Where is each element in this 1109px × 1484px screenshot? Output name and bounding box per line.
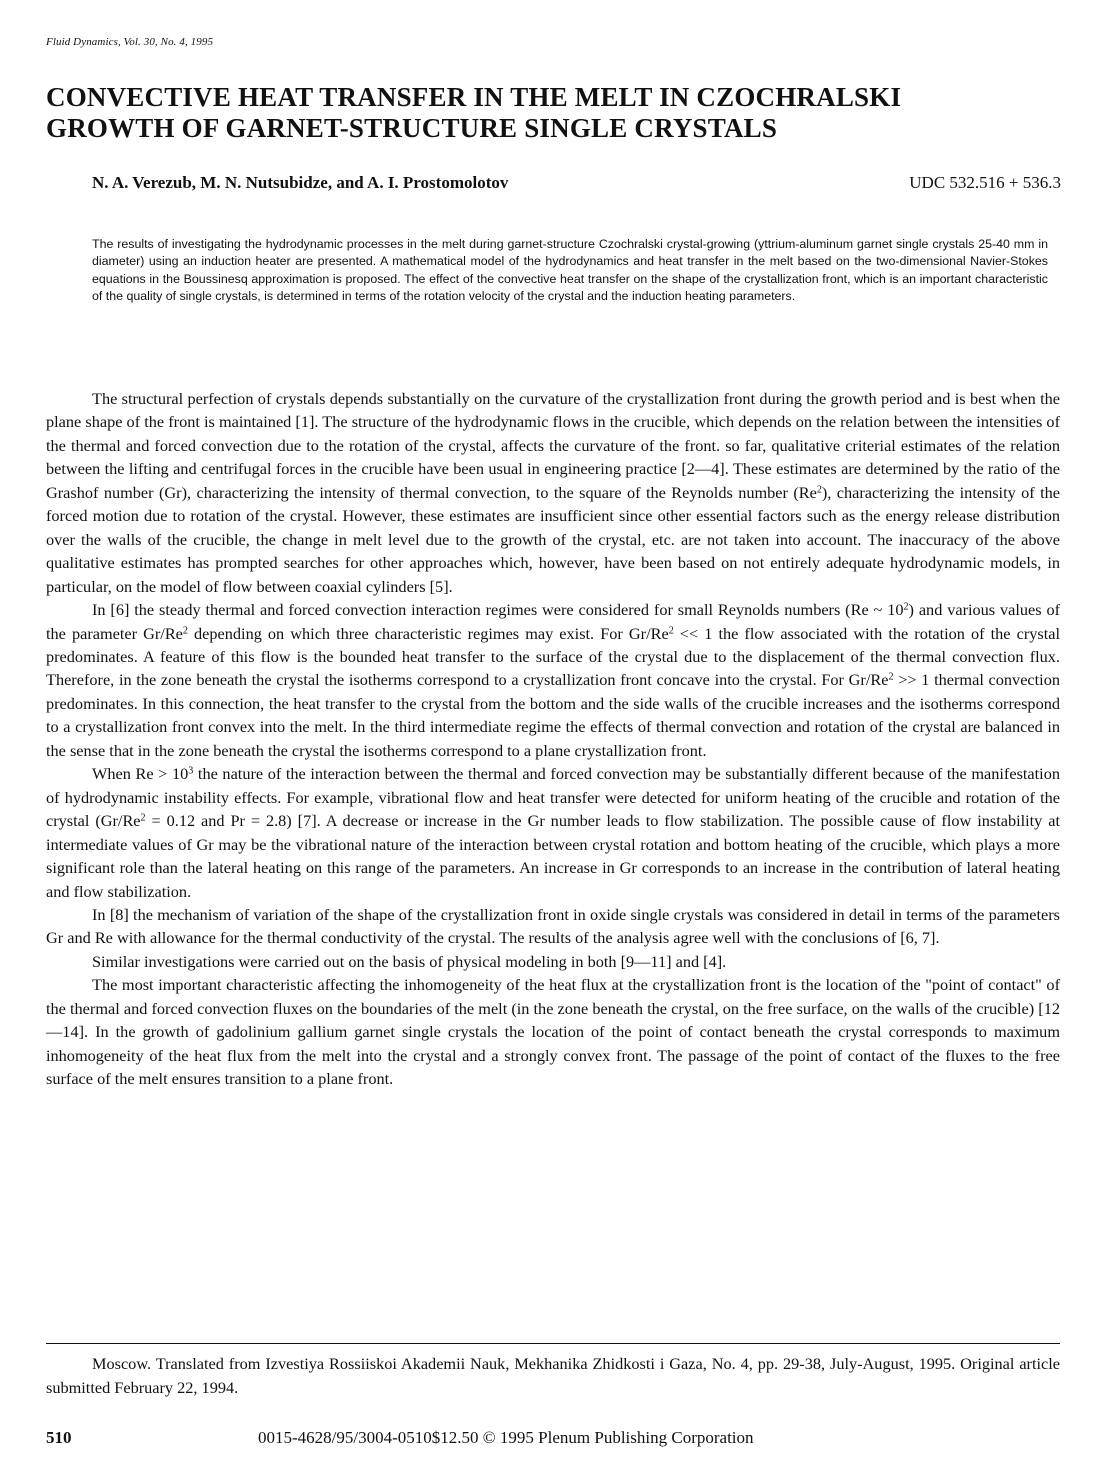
paragraph-text: In [8] the mechanism of variation of the shape of the crystallization front in oxide single crystals was considered in detail in terms of the parameters Gr and Re with allowance for the thermal conductivity of the crystal. The results of the analysis agree well with the conclusions of [6, 7]. [46,904,1060,948]
body-paragraph [46,762,1060,903]
superscript: 3 [188,765,194,777]
page-number: 510 [46,1428,72,1447]
body-paragraph [46,598,1060,762]
paragraph-text: ), characterizing the intensity of the forced motion due to rotation of the crystal. However, these estimates are insufficient since other essential factors such as the energy release distribution over the walls of the crucible, the change in melt level due to the growth of the crystal, etc. are not taken into account. The inaccuracy of the above qualitative estimates has prompted searches for other approaches which, however, have been based on not entirely adequate hydrodynamic models, in particular, on the model of flow between coaxial cylinders [5]. [46,482,1060,596]
copyright-line: 0015-4628/95/3004-0510$12.50 © 1995 Plenum Publishing Corporation [258,1428,754,1447]
body-paragraph [46,973,1060,1090]
paragraph-text: In [6] the steady thermal and forced convection interaction regimes were considered for small Reynolds numbers (Re ~ 10 [92,600,904,620]
superscript: 2 [182,624,188,636]
superscript: 2 [888,671,894,683]
superscript: 2 [816,484,822,496]
superscript: 2 [668,624,674,636]
paragraph-text: The structural perfection of crystals depends substantially on the curvature of the crystallization front during the growth period and is best when the plane shape of the front is maintained [1]. The structure of the hydrodynamic flows in the crucible, which depends on the relation between the intensities of the thermal and forced convection due to the rotation of the crystal, affects the curvature of the front. so far, qualitative criterial estimates of the relation between the lifting and centrifugal forces in the crucible have been usual in engineering practice [2—4]. These estimates are determined by the ratio of the Grashof number (Gr), characterizing the intensity of thermal convection, to the square of the Reynolds number (Re [46,389,1060,502]
author-list: N. A. Verezub, M. N. Nutsubidze, and A. I. Prostomolotov [92,173,509,192]
paragraph-text: Similar investigations were carried out on the basis of physical modeling in both [9—11] and [4]. [92,951,727,971]
body-paragraph [46,387,1060,598]
paragraph-text: << 1 the flow associated with the rotation of the crystal predominates. A feature of this flow is the bounded heat transfer to the surface of the crystal due to the displacement of the thermal convection flux. Therefore, in the zone beneath the crystal the isotherms correspond to a crystallization front concave into the crystal. For Gr/Re [46,623,1061,690]
paragraph-text: >> 1 thermal convection predominates. In this connection, the heat transfer to the crystal from the bottom and the side walls of the crucible increases and the isotherms correspond to a crystallization front convex into the melt. In the third intermediate regime the effects of thermal convection and rotation of the crystal are balanced in the sense that in the zone beneath the crystal the isotherms correspond to a plane crystallization front. [46,670,1060,760]
paragraph-text: the nature of the interaction between the thermal and forced convection may be substantially different because of the manifestation of hydrodynamic instability effects. For example, vibrational flow and heat transfer were detected for uniform heating of the crucible and rotation of the crystal (Gr/Re [46,764,1060,831]
footnote: Moscow. Translated from Izvestiya Rossiiskoi Akademii Nauk, Mekhanika Zhidkosti i Gaza, No. 4, pp. 29-38, July-August, 1995. Original article submitted February 22, 1994. [46,1354,1060,1397]
body-paragraph [46,903,1060,950]
footnote-divider [46,1343,1060,1344]
title-line: GROWTH OF GARNET-STRUCTURE SINGLE CRYSTALS [46,113,778,143]
body-text [46,387,1060,1091]
paragraph-text: depending on which three characteristic regimes may exist. For Gr/Re [187,623,669,643]
body-paragraph [46,950,1060,973]
superscript: 2 [140,812,146,824]
article-title [46,82,1046,144]
journal-reference: Fluid Dynamics, Vol. 30, No. 4, 1995 [46,36,214,48]
paragraph-text: = 0.12 and Pr = 2.8) [7]. A decrease or increase in the Gr number leads to flow stabilization. The possible cause of flow instability at intermediate values of Gr may be the vibrational nature of the interaction between crystal rotation and bottom heating of the crucible, which plays a more significant role than the lateral heating on this range of the parameters. An increase in Gr corresponds to an increase in the contribution of lateral heating and flow stabilization. [46,811,1060,901]
paragraph-text: ) and various values of the parameter Gr/Re [46,600,1061,643]
udc-classification: UDC 532.516 + 536.3 [909,173,1061,192]
abstract: The results of investigating the hydrodynamic processes in the melt during garnet-structure Czochralski crystal-growing (yttrium-aluminum garnet single crystals 25-40 mm in diameter) using an induction heater are presented. A mathematical model of the hydrodynamics and heat transfer in the melt based on the two-dimensional Navier-Stokes equations in the Boussinesq approximation is proposed. The effect of the convective heat transfer on the shape of the crystallization front, which is an important characteristic of the quality of single crystals, is determined in terms of the rotation velocity of the crystal and the induction heating parameters. [92,237,1048,304]
superscript: 2 [903,601,909,613]
paragraph-text: When Re > 10 [92,764,189,784]
title-line: CONVECTIVE HEAT TRANSFER IN THE MELT IN CZOCHRALSKI [46,82,902,112]
paragraph-text: The most important characteristic affecting the inhomogeneity of the heat flux at the crystallization front is the location of the "point of contact" of the thermal and forced convection fluxes on the boundaries of the melt (in the zone beneath the crystal, on the free surface, on the walls of the crucible) [12—14]. In the growth of gadolinium gallium garnet single crystals the location of the point of contact beneath the crystal corresponds to maximum inhomogeneity of the heat flux from the melt into the crystal and a strongly convex front. The passage of the point of contact of the fluxes to the free surface of the melt ensures transition to a plane front. [46,975,1060,1089]
